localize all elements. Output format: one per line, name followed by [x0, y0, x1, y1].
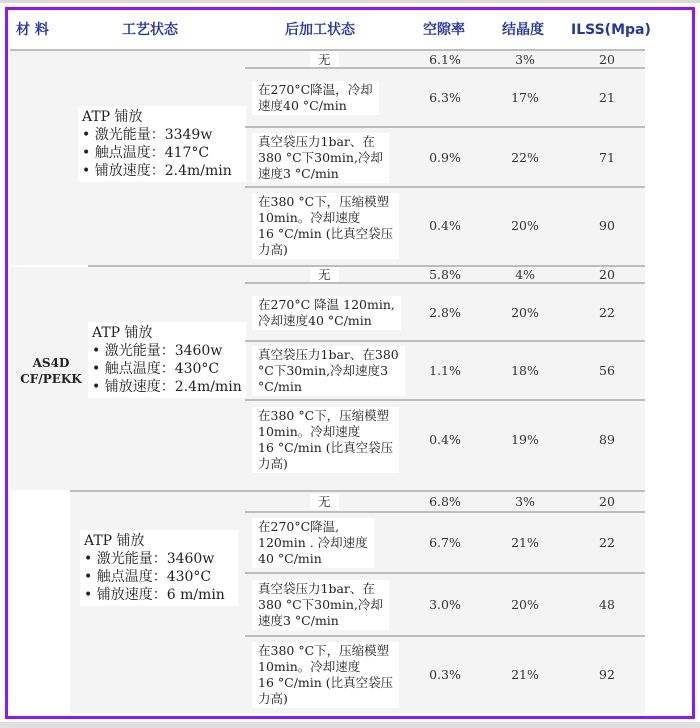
crystallinity-cell: 21%	[511, 535, 539, 550]
header-material: 材 料	[16, 22, 49, 38]
void-ratio-cell: 6.8%	[429, 494, 461, 509]
process-params	[82, 126, 242, 180]
process-param: • 激光能量：3460w	[84, 551, 215, 567]
crystallinity-cell: 22%	[511, 150, 539, 165]
void-ratio-cell: 2.8%	[429, 305, 461, 320]
post-process-cell: 在270°C降温, 120min . 冷却速度 40 °C/min	[252, 518, 374, 568]
material-label: AS4D CF/PEKK	[20, 356, 82, 386]
crystallinity-cell: 19%	[511, 432, 539, 447]
header-process: 工艺状态	[122, 22, 178, 38]
row-divider	[245, 635, 645, 637]
void-ratio-cell: 0.4%	[429, 432, 461, 447]
ilss-cell: 71	[599, 150, 615, 165]
post-process-cell: 在380 °C下，压缩模塑 10min。冷却速度 16 °C/min (比真空袋压 力高)	[252, 407, 399, 473]
ilss-cell: 20	[599, 494, 615, 509]
process-condition	[80, 530, 238, 606]
ilss-cell: 92	[599, 667, 615, 682]
ilss-cell: 89	[599, 432, 615, 447]
post-process-cell: 在380 °C下，压缩模塑 10min。冷却速度 16 °C/min (比真空袋压 力高)	[252, 193, 399, 259]
void-ratio-cell: 0.4%	[429, 218, 461, 233]
row-divider	[245, 340, 645, 342]
crystallinity-cell: 18%	[511, 363, 539, 378]
process-params	[92, 342, 242, 396]
process-params	[84, 550, 234, 604]
process-condition	[78, 106, 246, 182]
process-param: • 铺放速度：6 m/min	[84, 587, 225, 603]
process-param: • 触点温度：417°C	[82, 145, 210, 161]
row-divider	[245, 282, 645, 284]
row-divider	[245, 399, 645, 401]
post-process-cell: 无	[310, 52, 339, 68]
crystallinity-cell: 21%	[511, 667, 539, 682]
header-void-ratio: 空隙率	[423, 22, 465, 38]
process-param: • 铺放速度：2.4m/min	[92, 379, 242, 395]
process-param: • 触点温度：430°C	[84, 569, 212, 585]
ilss-cell: 22	[599, 305, 615, 320]
void-ratio-cell: 1.1%	[429, 363, 461, 378]
process-title: ATP 铺放	[82, 109, 143, 125]
crystallinity-cell: 3%	[515, 52, 535, 67]
void-ratio-cell: 6.1%	[429, 52, 461, 67]
top-border	[0, 0, 700, 3]
ilss-cell: 48	[599, 597, 615, 612]
header-crystallinity: 结晶度	[502, 22, 544, 38]
post-process-cell: 真空袋压力1bar、在380 °C下30min,冷却速度3 °C/min	[252, 346, 405, 396]
row-divider	[245, 572, 645, 574]
void-ratio-cell: 3.0%	[429, 597, 461, 612]
post-process-cell: 真空袋压力1bar、在 380 °C下30min,冷却 速度3 °C/min	[252, 133, 389, 183]
row-divider	[245, 511, 645, 513]
ilss-cell: 56	[599, 363, 615, 378]
crystallinity-cell: 20%	[511, 218, 539, 233]
void-ratio-cell: 6.3%	[429, 90, 461, 105]
crystallinity-cell: 3%	[515, 494, 535, 509]
ilss-cell: 20	[599, 52, 615, 67]
crystallinity-cell: 20%	[511, 597, 539, 612]
process-param: • 激光能量：3460w	[92, 343, 223, 359]
row-divider	[245, 126, 645, 128]
ilss-cell: 90	[599, 218, 615, 233]
void-ratio-cell: 0.9%	[429, 150, 461, 165]
process-param: • 铺放速度：2.4m/min	[82, 163, 232, 179]
void-ratio-cell: 5.8%	[429, 267, 461, 282]
crystallinity-cell: 4%	[515, 267, 535, 282]
row-divider	[245, 67, 645, 69]
crystallinity-cell: 20%	[511, 305, 539, 320]
header-post-process: 后加工状态	[285, 22, 355, 38]
process-title: ATP 铺放	[84, 533, 145, 549]
ilss-cell: 21	[599, 90, 615, 105]
header-ilss: ILSS(Mpa)	[571, 22, 651, 38]
process-param: • 激光能量：3349w	[82, 127, 213, 143]
post-process-cell: 真空袋压力1bar、在 380 °C下30min,冷却 速度3 °C/min	[252, 580, 389, 630]
bottom-border	[0, 722, 700, 728]
void-ratio-cell: 0.3%	[429, 667, 461, 682]
process-title: ATP 铺放	[92, 325, 153, 341]
post-process-cell: 无	[310, 267, 339, 283]
post-process-cell: 在270°C降温，冷却 速度40 °C/min	[252, 81, 379, 115]
row-divider	[245, 186, 645, 188]
ilss-cell: 20	[599, 267, 615, 282]
void-ratio-cell: 6.7%	[429, 535, 461, 550]
process-param: • 触点温度：430°C	[92, 361, 220, 377]
post-process-cell: 在270°C 降温 120min, 冷却速度40 °C/min	[252, 296, 401, 330]
ilss-cell: 22	[599, 535, 615, 550]
process-condition	[88, 322, 246, 398]
crystallinity-cell: 17%	[511, 90, 539, 105]
post-process-cell: 无	[310, 494, 339, 510]
post-process-cell: 在380 °C下，压缩模塑 10min。冷却速度 16 °C/min (比真空袋压 力高)	[252, 642, 399, 708]
